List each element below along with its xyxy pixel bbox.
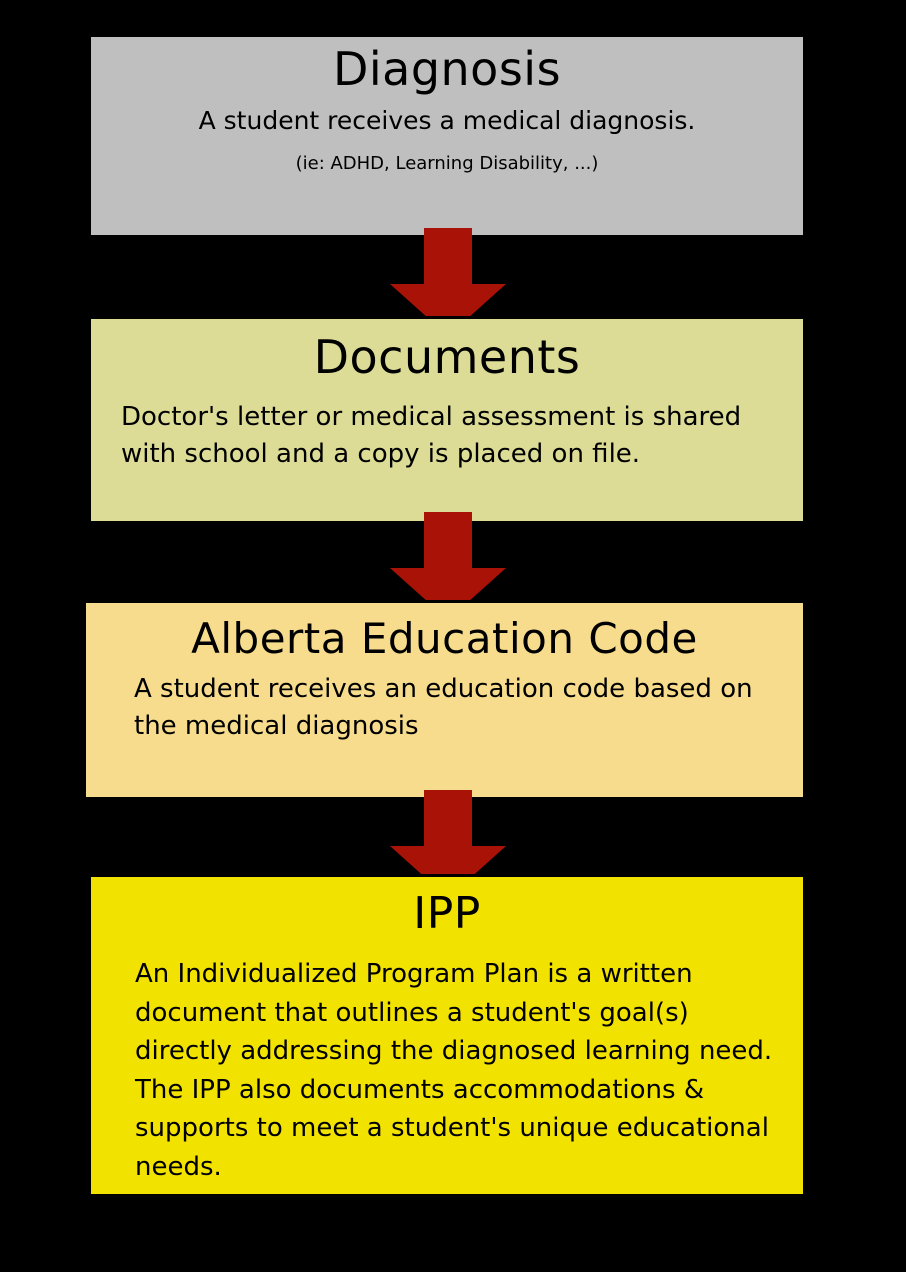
flow-step-diagnosis xyxy=(88,34,806,238)
flow-step-ipp xyxy=(88,874,806,1197)
flow-step-alberta-education-code xyxy=(83,600,806,800)
step-title-alberta-education-code: Alberta Education Code xyxy=(191,614,698,663)
step-body-ipp: An Individualized Program Plan is a written document that outlines a student's goal(s) directly addressing the diagnosed learning need. The IPP also documents accommodations & supports to meet a student's unique educational needs. xyxy=(135,959,773,1182)
flow-step-documents xyxy=(88,316,806,524)
step-title-ipp: IPP xyxy=(413,888,481,939)
step-body-documents: Doctor's letter or medical assessment is shared with school and a copy is placed on file. xyxy=(121,402,742,470)
step-title-diagnosis: Diagnosis xyxy=(332,42,562,96)
step-body-alberta-education-code: A student receives an education code based on the medical diagnosis xyxy=(134,674,753,741)
step-note-diagnosis: (ie: ADHD, Learning Disability, ...) xyxy=(295,153,599,175)
step-title-documents: Documents xyxy=(313,330,581,384)
step-body-diagnosis: A student receives a medical diagnosis. xyxy=(198,106,696,136)
